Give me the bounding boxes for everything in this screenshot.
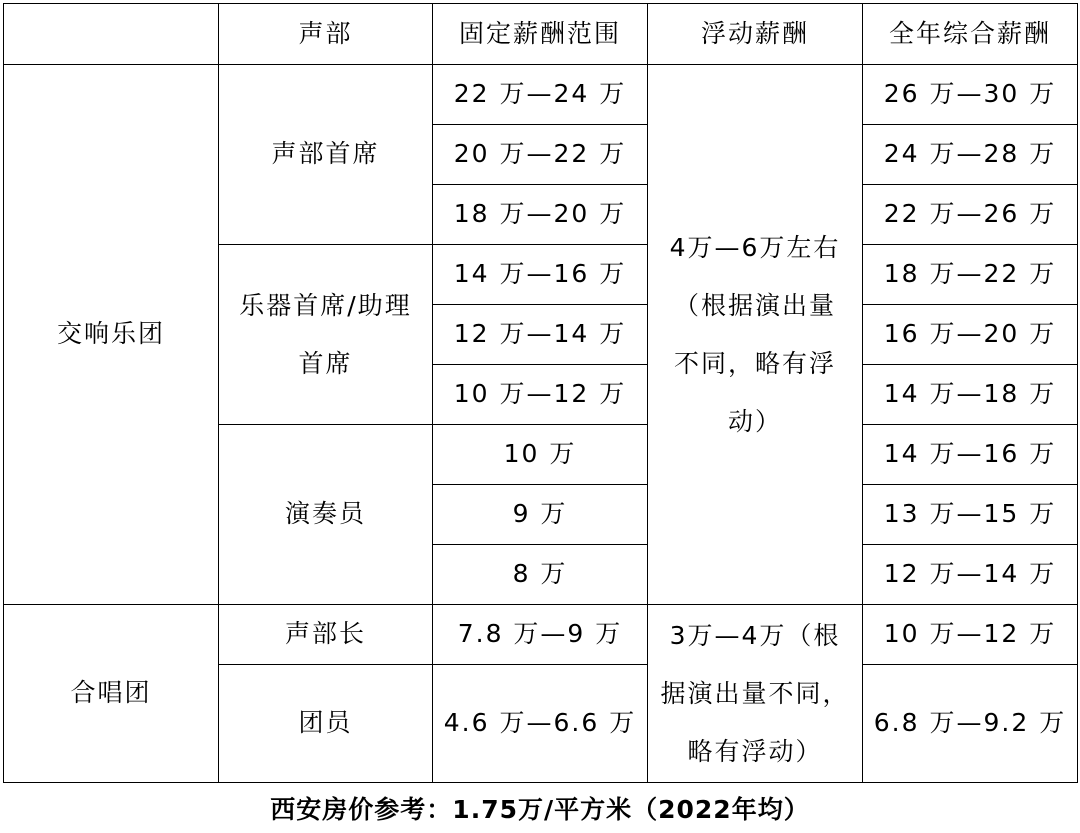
header-corner-cell — [4, 4, 219, 65]
header-row — [4, 4, 1078, 65]
fixed-pay-cell: 7.8 万—9 万 — [433, 605, 648, 665]
total-pay-cell: 6.8 万—9.2 万 — [863, 665, 1078, 783]
fixed-pay-cell: 18 万—20 万 — [433, 185, 648, 245]
section-principal: 声部首席 — [219, 65, 433, 245]
total-pay-cell: 18 万—22 万 — [863, 245, 1078, 305]
table-row — [4, 65, 1078, 125]
total-pay-cell: 12 万—14 万 — [863, 545, 1078, 605]
total-pay-cell: 16 万—20 万 — [863, 305, 1078, 365]
choir-part-cell: 团员 — [219, 665, 433, 783]
fixed-pay-cell: 14 万—16 万 — [433, 245, 648, 305]
salary-table — [3, 3, 1078, 783]
fixed-pay-cell: 4.6 万—6.6 万 — [433, 665, 648, 783]
fixed-pay-cell: 8 万 — [433, 545, 648, 605]
table-row — [4, 605, 1078, 665]
fixed-pay-cell: 10 万 — [433, 425, 648, 485]
total-pay-cell: 13 万—15 万 — [863, 485, 1078, 545]
fixed-pay-cell: 12 万—14 万 — [433, 305, 648, 365]
total-pay-cell: 22 万—26 万 — [863, 185, 1078, 245]
section-performer: 演奏员 — [219, 425, 433, 605]
total-pay-cell: 26 万—30 万 — [863, 65, 1078, 125]
fixed-pay-cell: 9 万 — [433, 485, 648, 545]
float-pay-symphony: 4万—6万左右（根据演出量不同，略有浮动） — [648, 65, 863, 605]
header-total-pay: 全年综合薪酬 — [863, 4, 1078, 65]
group-choir: 合唱团 — [4, 605, 219, 783]
choir-part-cell: 声部长 — [219, 605, 433, 665]
header-fixed-pay: 固定薪酬范围 — [433, 4, 648, 65]
group-symphony: 交响乐团 — [4, 65, 219, 605]
fixed-pay-cell: 22 万—24 万 — [433, 65, 648, 125]
housing-price-caption: 西安房价参考：1.75万/平方米（2022年均） — [270, 795, 810, 824]
total-pay-cell: 10 万—12 万 — [863, 605, 1078, 665]
header-part: 声部 — [219, 4, 433, 65]
fixed-pay-cell: 10 万—12 万 — [433, 365, 648, 425]
float-pay-choir: 3万—4万（根据演出量不同，略有浮动） — [648, 605, 863, 783]
total-pay-cell: 14 万—18 万 — [863, 365, 1078, 425]
fixed-pay-cell: 20 万—22 万 — [433, 125, 648, 185]
total-pay-cell: 14 万—16 万 — [863, 425, 1078, 485]
total-pay-cell: 24 万—28 万 — [863, 125, 1078, 185]
header-float-pay: 浮动薪酬 — [648, 4, 863, 65]
section-instrument-principal: 乐器首席/助理首席 — [219, 245, 433, 425]
